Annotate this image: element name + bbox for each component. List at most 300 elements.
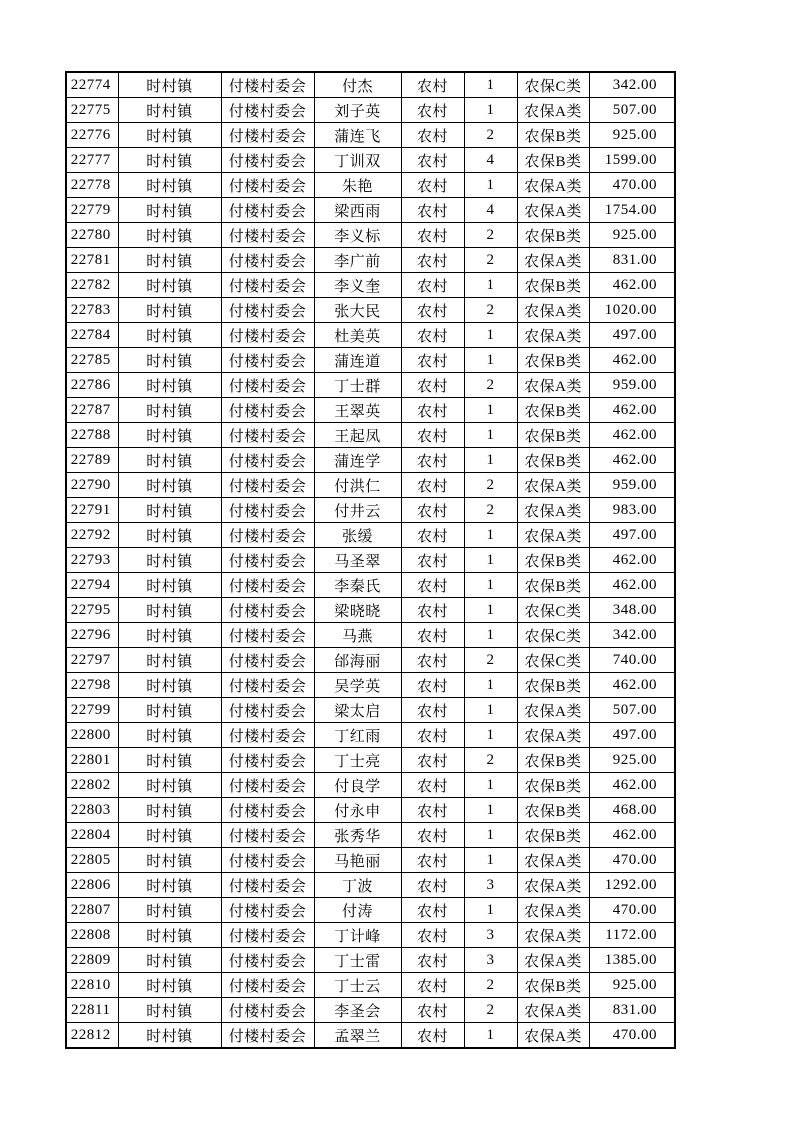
town-cell: 时村镇 (118, 548, 221, 573)
amount-cell: 470.00 (589, 173, 675, 198)
amount-cell: 983.00 (589, 498, 675, 523)
table-row (66, 748, 675, 773)
village-committee-cell: 付楼村委会 (221, 198, 314, 223)
person-count-cell: 1 (464, 1023, 517, 1049)
insurance-category-cell: 农保A类 (517, 998, 589, 1023)
residence-type-cell: 农村 (401, 248, 464, 273)
insurance-category-cell: 农保A类 (517, 723, 589, 748)
village-committee-cell: 付楼村委会 (221, 1023, 314, 1049)
serial-number-cell: 22779 (66, 198, 118, 223)
insurance-category-cell: 农保A类 (517, 698, 589, 723)
residence-type-cell: 农村 (401, 198, 464, 223)
person-name-cell: 丁红雨 (314, 723, 401, 748)
village-committee-cell: 付楼村委会 (221, 648, 314, 673)
person-count-cell: 2 (464, 973, 517, 998)
town-cell: 时村镇 (118, 973, 221, 998)
table-row (66, 848, 675, 873)
village-committee-cell: 付楼村委会 (221, 173, 314, 198)
insurance-category-cell: 农保A类 (517, 473, 589, 498)
person-count-cell: 1 (464, 898, 517, 923)
village-committee-cell: 付楼村委会 (221, 398, 314, 423)
town-cell: 时村镇 (118, 72, 221, 98)
village-committee-cell: 付楼村委会 (221, 123, 314, 148)
town-cell: 时村镇 (118, 798, 221, 823)
residence-type-cell: 农村 (401, 873, 464, 898)
residence-type-cell: 农村 (401, 273, 464, 298)
insurance-category-cell: 农保A类 (517, 873, 589, 898)
village-committee-cell: 付楼村委会 (221, 473, 314, 498)
town-cell: 时村镇 (118, 223, 221, 248)
village-committee-cell: 付楼村委会 (221, 273, 314, 298)
serial-number-cell: 22806 (66, 873, 118, 898)
amount-cell: 740.00 (589, 648, 675, 673)
table-row (66, 123, 675, 148)
village-committee-cell: 付楼村委会 (221, 898, 314, 923)
table-row (66, 523, 675, 548)
serial-number-cell: 22792 (66, 523, 118, 548)
town-cell: 时村镇 (118, 698, 221, 723)
serial-number-cell: 22774 (66, 72, 118, 98)
residence-type-cell: 农村 (401, 1023, 464, 1049)
serial-number-cell: 22811 (66, 998, 118, 1023)
table-row (66, 398, 675, 423)
residence-type-cell: 农村 (401, 72, 464, 98)
person-count-cell: 2 (464, 998, 517, 1023)
amount-cell: 925.00 (589, 123, 675, 148)
serial-number-cell: 22786 (66, 373, 118, 398)
person-name-cell: 吴学英 (314, 673, 401, 698)
person-name-cell: 刘子英 (314, 98, 401, 123)
table-row (66, 723, 675, 748)
person-name-cell: 蒲连飞 (314, 123, 401, 148)
town-cell: 时村镇 (118, 823, 221, 848)
amount-cell: 462.00 (589, 773, 675, 798)
town-cell: 时村镇 (118, 198, 221, 223)
serial-number-cell: 22788 (66, 423, 118, 448)
person-name-cell: 邰海丽 (314, 648, 401, 673)
table-row (66, 273, 675, 298)
serial-number-cell: 22810 (66, 973, 118, 998)
village-committee-cell: 付楼村委会 (221, 98, 314, 123)
village-committee-cell: 付楼村委会 (221, 373, 314, 398)
table-row (66, 423, 675, 448)
insurance-category-cell: 农保A类 (517, 248, 589, 273)
person-name-cell: 蒲连学 (314, 448, 401, 473)
person-count-cell: 2 (464, 123, 517, 148)
table-row (66, 473, 675, 498)
table-row (66, 798, 675, 823)
person-name-cell: 付永申 (314, 798, 401, 823)
residence-type-cell: 农村 (401, 98, 464, 123)
person-name-cell: 丁士云 (314, 973, 401, 998)
residence-type-cell: 农村 (401, 498, 464, 523)
serial-number-cell: 22799 (66, 698, 118, 723)
insurance-category-cell: 农保A类 (517, 523, 589, 548)
table-row (66, 498, 675, 523)
residence-type-cell: 农村 (401, 673, 464, 698)
village-committee-cell: 付楼村委会 (221, 973, 314, 998)
amount-cell: 462.00 (589, 673, 675, 698)
table-row (66, 973, 675, 998)
table-row (66, 448, 675, 473)
table-row (66, 948, 675, 973)
village-committee-cell: 付楼村委会 (221, 873, 314, 898)
amount-cell: 925.00 (589, 973, 675, 998)
residence-type-cell: 农村 (401, 823, 464, 848)
town-cell: 时村镇 (118, 423, 221, 448)
person-name-cell: 马艳丽 (314, 848, 401, 873)
village-committee-cell: 付楼村委会 (221, 448, 314, 473)
insurance-category-cell: 农保C类 (517, 72, 589, 98)
person-count-cell: 4 (464, 198, 517, 223)
residence-type-cell: 农村 (401, 648, 464, 673)
amount-cell: 462.00 (589, 348, 675, 373)
serial-number-cell: 22787 (66, 398, 118, 423)
person-name-cell: 王起凤 (314, 423, 401, 448)
town-cell: 时村镇 (118, 473, 221, 498)
serial-number-cell: 22808 (66, 923, 118, 948)
person-count-cell: 1 (464, 423, 517, 448)
town-cell: 时村镇 (118, 1023, 221, 1049)
village-committee-cell: 付楼村委会 (221, 548, 314, 573)
person-count-cell: 1 (464, 173, 517, 198)
town-cell: 时村镇 (118, 323, 221, 348)
insurance-category-cell: 农保B类 (517, 773, 589, 798)
serial-number-cell: 22783 (66, 298, 118, 323)
town-cell: 时村镇 (118, 623, 221, 648)
village-committee-cell: 付楼村委会 (221, 223, 314, 248)
serial-number-cell: 22796 (66, 623, 118, 648)
person-name-cell: 李秦氏 (314, 573, 401, 598)
person-name-cell: 付井云 (314, 498, 401, 523)
person-count-cell: 2 (464, 498, 517, 523)
serial-number-cell: 22784 (66, 323, 118, 348)
amount-cell: 497.00 (589, 723, 675, 748)
serial-number-cell: 22809 (66, 948, 118, 973)
town-cell: 时村镇 (118, 848, 221, 873)
residence-type-cell: 农村 (401, 573, 464, 598)
person-count-cell: 1 (464, 773, 517, 798)
amount-cell: 1385.00 (589, 948, 675, 973)
serial-number-cell: 22789 (66, 448, 118, 473)
person-name-cell: 李义奎 (314, 273, 401, 298)
person-name-cell: 丁波 (314, 873, 401, 898)
insurance-category-cell: 农保B类 (517, 148, 589, 173)
residence-type-cell: 农村 (401, 348, 464, 373)
village-committee-cell: 付楼村委会 (221, 598, 314, 623)
table-row (66, 373, 675, 398)
town-cell: 时村镇 (118, 898, 221, 923)
insurance-category-cell: 农保B类 (517, 823, 589, 848)
residence-type-cell: 农村 (401, 523, 464, 548)
town-cell: 时村镇 (118, 998, 221, 1023)
person-count-cell: 1 (464, 698, 517, 723)
amount-cell: 462.00 (589, 398, 675, 423)
residence-type-cell: 农村 (401, 848, 464, 873)
residence-type-cell: 农村 (401, 898, 464, 923)
serial-number-cell: 22781 (66, 248, 118, 273)
person-count-cell: 1 (464, 723, 517, 748)
table-row (66, 573, 675, 598)
village-committee-cell: 付楼村委会 (221, 823, 314, 848)
serial-number-cell: 22803 (66, 798, 118, 823)
person-name-cell: 李圣会 (314, 998, 401, 1023)
person-name-cell: 朱艳 (314, 173, 401, 198)
town-cell: 时村镇 (118, 98, 221, 123)
person-name-cell: 蒲连道 (314, 348, 401, 373)
amount-cell: 1172.00 (589, 923, 675, 948)
village-committee-cell: 付楼村委会 (221, 148, 314, 173)
residence-type-cell: 农村 (401, 798, 464, 823)
table-row (66, 773, 675, 798)
town-cell: 时村镇 (118, 173, 221, 198)
amount-cell: 470.00 (589, 848, 675, 873)
serial-number-cell: 22780 (66, 223, 118, 248)
residence-type-cell: 农村 (401, 223, 464, 248)
serial-number-cell: 22777 (66, 148, 118, 173)
serial-number-cell: 22794 (66, 573, 118, 598)
town-cell: 时村镇 (118, 923, 221, 948)
insurance-category-cell: 农保B类 (517, 548, 589, 573)
residence-type-cell: 农村 (401, 773, 464, 798)
person-count-cell: 1 (464, 548, 517, 573)
person-name-cell: 付良学 (314, 773, 401, 798)
insurance-category-cell: 农保B类 (517, 448, 589, 473)
person-count-cell: 1 (464, 98, 517, 123)
table-row (66, 923, 675, 948)
residence-type-cell: 农村 (401, 948, 464, 973)
amount-cell: 462.00 (589, 573, 675, 598)
insurance-category-cell: 农保C类 (517, 648, 589, 673)
person-count-cell: 2 (464, 248, 517, 273)
town-cell: 时村镇 (118, 498, 221, 523)
insurance-category-cell: 农保B类 (517, 223, 589, 248)
serial-number-cell: 22797 (66, 648, 118, 673)
amount-cell: 462.00 (589, 423, 675, 448)
residence-type-cell: 农村 (401, 123, 464, 148)
amount-cell: 462.00 (589, 823, 675, 848)
insurance-category-cell: 农保A类 (517, 898, 589, 923)
village-committee-cell: 付楼村委会 (221, 623, 314, 648)
village-committee-cell: 付楼村委会 (221, 498, 314, 523)
person-count-cell: 2 (464, 298, 517, 323)
person-name-cell: 付洪仁 (314, 473, 401, 498)
table-row (66, 173, 675, 198)
person-count-cell: 1 (464, 598, 517, 623)
insurance-category-cell: 农保B类 (517, 573, 589, 598)
table-row (66, 548, 675, 573)
residence-type-cell: 农村 (401, 398, 464, 423)
table-row (66, 673, 675, 698)
amount-cell: 1754.00 (589, 198, 675, 223)
table-row (66, 348, 675, 373)
residence-type-cell: 农村 (401, 173, 464, 198)
person-count-cell: 1 (464, 673, 517, 698)
person-count-cell: 3 (464, 873, 517, 898)
village-committee-cell: 付楼村委会 (221, 748, 314, 773)
benefits-roster-table (65, 71, 676, 1049)
village-committee-cell: 付楼村委会 (221, 298, 314, 323)
town-cell: 时村镇 (118, 148, 221, 173)
village-committee-cell: 付楼村委会 (221, 523, 314, 548)
amount-cell: 342.00 (589, 72, 675, 98)
table-row (66, 1023, 675, 1049)
person-name-cell: 付杰 (314, 72, 401, 98)
amount-cell: 959.00 (589, 473, 675, 498)
residence-type-cell: 农村 (401, 723, 464, 748)
table-row (66, 623, 675, 648)
person-count-cell: 2 (464, 373, 517, 398)
insurance-category-cell: 农保B类 (517, 973, 589, 998)
village-committee-cell: 付楼村委会 (221, 723, 314, 748)
person-count-cell: 2 (464, 473, 517, 498)
person-name-cell: 李广前 (314, 248, 401, 273)
amount-cell: 959.00 (589, 373, 675, 398)
person-count-cell: 1 (464, 573, 517, 598)
person-count-cell: 2 (464, 748, 517, 773)
amount-cell: 342.00 (589, 623, 675, 648)
town-cell: 时村镇 (118, 523, 221, 548)
serial-number-cell: 22804 (66, 823, 118, 848)
village-committee-cell: 付楼村委会 (221, 323, 314, 348)
serial-number-cell: 22785 (66, 348, 118, 373)
person-name-cell: 梁晓晓 (314, 598, 401, 623)
table-body (66, 72, 675, 1048)
table-row (66, 223, 675, 248)
village-committee-cell: 付楼村委会 (221, 573, 314, 598)
village-committee-cell: 付楼村委会 (221, 948, 314, 973)
insurance-category-cell: 农保B类 (517, 798, 589, 823)
residence-type-cell: 农村 (401, 623, 464, 648)
town-cell: 时村镇 (118, 298, 221, 323)
table-row (66, 323, 675, 348)
serial-number-cell: 22791 (66, 498, 118, 523)
person-name-cell: 付涛 (314, 898, 401, 923)
town-cell: 时村镇 (118, 748, 221, 773)
person-name-cell: 张秀华 (314, 823, 401, 848)
amount-cell: 462.00 (589, 448, 675, 473)
amount-cell: 507.00 (589, 698, 675, 723)
amount-cell: 470.00 (589, 1023, 675, 1049)
person-name-cell: 李义标 (314, 223, 401, 248)
table-row (66, 648, 675, 673)
amount-cell: 831.00 (589, 248, 675, 273)
table-row (66, 698, 675, 723)
insurance-category-cell: 农保B类 (517, 123, 589, 148)
table-row (66, 898, 675, 923)
serial-number-cell: 22795 (66, 598, 118, 623)
insurance-category-cell: 农保B类 (517, 273, 589, 298)
table-row (66, 998, 675, 1023)
person-count-cell: 2 (464, 223, 517, 248)
person-name-cell: 张缓 (314, 523, 401, 548)
insurance-category-cell: 农保B类 (517, 348, 589, 373)
residence-type-cell: 农村 (401, 748, 464, 773)
residence-type-cell: 农村 (401, 598, 464, 623)
person-name-cell: 王翠英 (314, 398, 401, 423)
table-row (66, 823, 675, 848)
table-row (66, 298, 675, 323)
insurance-category-cell: 农保B类 (517, 423, 589, 448)
serial-number-cell: 22812 (66, 1023, 118, 1049)
town-cell: 时村镇 (118, 348, 221, 373)
insurance-category-cell: 农保A类 (517, 848, 589, 873)
town-cell: 时村镇 (118, 248, 221, 273)
amount-cell: 925.00 (589, 748, 675, 773)
serial-number-cell: 22805 (66, 848, 118, 873)
town-cell: 时村镇 (118, 273, 221, 298)
person-count-cell: 1 (464, 798, 517, 823)
village-committee-cell: 付楼村委会 (221, 72, 314, 98)
insurance-category-cell: 农保A类 (517, 298, 589, 323)
village-committee-cell: 付楼村委会 (221, 673, 314, 698)
town-cell: 时村镇 (118, 873, 221, 898)
person-count-cell: 1 (464, 398, 517, 423)
person-count-cell: 1 (464, 823, 517, 848)
residence-type-cell: 农村 (401, 973, 464, 998)
amount-cell: 1292.00 (589, 873, 675, 898)
person-count-cell: 1 (464, 323, 517, 348)
town-cell: 时村镇 (118, 648, 221, 673)
town-cell: 时村镇 (118, 448, 221, 473)
person-name-cell: 丁计峰 (314, 923, 401, 948)
residence-type-cell: 农村 (401, 698, 464, 723)
insurance-category-cell: 农保B类 (517, 398, 589, 423)
serial-number-cell: 22802 (66, 773, 118, 798)
serial-number-cell: 22798 (66, 673, 118, 698)
table-row (66, 198, 675, 223)
person-name-cell: 丁训双 (314, 148, 401, 173)
person-name-cell: 丁士亮 (314, 748, 401, 773)
serial-number-cell: 22776 (66, 123, 118, 148)
residence-type-cell: 农村 (401, 473, 464, 498)
amount-cell: 1020.00 (589, 298, 675, 323)
amount-cell: 831.00 (589, 998, 675, 1023)
village-committee-cell: 付楼村委会 (221, 998, 314, 1023)
insurance-category-cell: 农保A类 (517, 198, 589, 223)
person-name-cell: 丁士雷 (314, 948, 401, 973)
residence-type-cell: 农村 (401, 423, 464, 448)
town-cell: 时村镇 (118, 573, 221, 598)
amount-cell: 497.00 (589, 523, 675, 548)
insurance-category-cell: 农保A类 (517, 173, 589, 198)
person-count-cell: 1 (464, 523, 517, 548)
table-row (66, 98, 675, 123)
residence-type-cell: 农村 (401, 298, 464, 323)
person-count-cell: 1 (464, 448, 517, 473)
amount-cell: 462.00 (589, 548, 675, 573)
amount-cell: 468.00 (589, 798, 675, 823)
serial-number-cell: 22801 (66, 748, 118, 773)
insurance-category-cell: 农保A类 (517, 1023, 589, 1049)
person-count-cell: 3 (464, 948, 517, 973)
amount-cell: 470.00 (589, 898, 675, 923)
amount-cell: 497.00 (589, 323, 675, 348)
person-count-cell: 2 (464, 648, 517, 673)
village-committee-cell: 付楼村委会 (221, 698, 314, 723)
insurance-category-cell: 农保B类 (517, 748, 589, 773)
person-count-cell: 3 (464, 923, 517, 948)
village-committee-cell: 付楼村委会 (221, 848, 314, 873)
town-cell: 时村镇 (118, 598, 221, 623)
insurance-category-cell: 农保B类 (517, 673, 589, 698)
serial-number-cell: 22775 (66, 98, 118, 123)
serial-number-cell: 22778 (66, 173, 118, 198)
serial-number-cell: 22782 (66, 273, 118, 298)
village-committee-cell: 付楼村委会 (221, 773, 314, 798)
amount-cell: 507.00 (589, 98, 675, 123)
insurance-category-cell: 农保A类 (517, 498, 589, 523)
